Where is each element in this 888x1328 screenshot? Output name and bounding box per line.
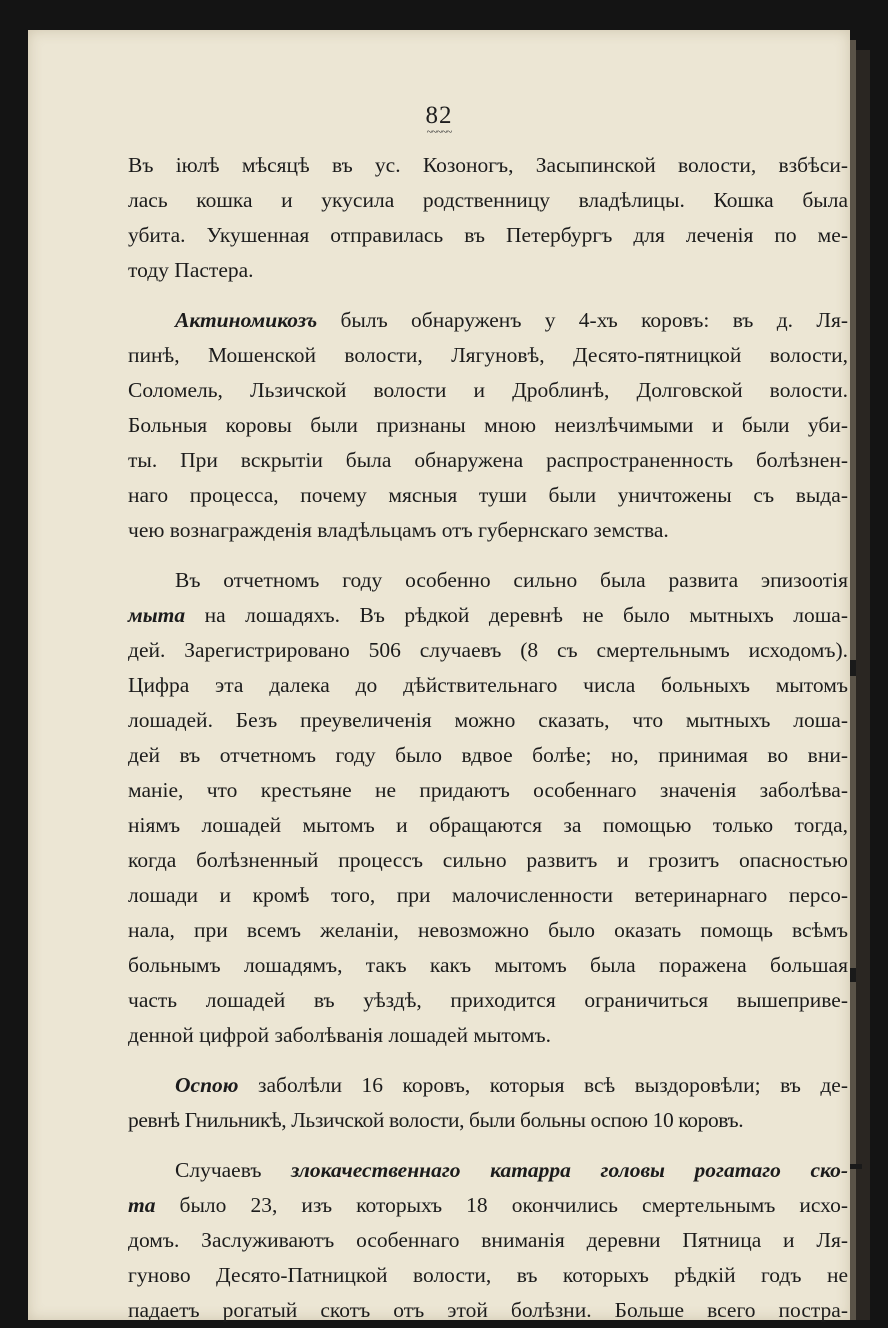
page-number-ornament: ~~~~~: [426, 126, 452, 138]
text-line: [128, 598, 848, 633]
paragraph: [128, 303, 848, 548]
italic-term: Оспою: [175, 1073, 239, 1097]
text-line: нала, при всемъ желаніи, невозможно было оказать помощь всѣмъ: [128, 918, 848, 942]
text-line: дей въ отчетномъ году было вдвое болѣе; но, принимая во вни-: [128, 743, 848, 767]
text-line: Цифра эта далека до дѣйствительнаго числа больныхъ мытомъ: [128, 673, 848, 697]
page-number: 82: [425, 102, 453, 129]
text-fragment: Случаевъ: [175, 1158, 292, 1182]
text-line: чею вознагражденія владѣльцамъ отъ губернскаго земства.: [128, 518, 669, 542]
text-line: дей. Зарегистрировано 506 случаевъ (8 съ смертельнымъ исходомъ).: [128, 638, 848, 662]
text-line: пинѣ, Мошенской волости, Лягуновѣ, Десято-пятницкой волости,: [128, 343, 848, 367]
italic-term: мыта: [128, 603, 186, 627]
page-body: [128, 148, 848, 1328]
text-line: Въ іюлѣ мѣсяцѣ въ ус. Козоногъ, Засыпинской волости, взбѣси-: [128, 153, 848, 177]
paragraph: [128, 148, 848, 288]
text-line: больнымъ лошадямъ, такъ какъ мытомъ была поражена большая: [128, 953, 848, 977]
next-page-edge: [856, 50, 870, 1320]
text-line: убита. Укушенная отправилась въ Петербургъ для леченія по ме-: [128, 223, 848, 247]
italic-term-continuation: та: [128, 1193, 156, 1217]
text-line: домъ. Заслуживаютъ особеннаго вниманія деревни Пятница и Ля-: [128, 1228, 848, 1252]
text-line: падаетъ рогатый скотъ отъ этой болѣзни. Больше всего постра-: [128, 1298, 848, 1322]
text-line: ты. При вскрытіи была обнаружена распространенность болѣзнен-: [128, 448, 848, 472]
italic-term: Актиномикозъ: [175, 308, 318, 332]
book-page: [28, 30, 850, 1320]
text-line: [128, 1188, 848, 1223]
text-line: ніямъ лошадей мытомъ и обращаются за помощью только тогда,: [128, 813, 848, 837]
text-line: наго процесса, почему мясныя туши были уничтожены съ выда-: [128, 483, 848, 507]
page-edge-mark: [850, 660, 856, 676]
paragraph: [128, 1153, 848, 1328]
text-fragment: на лошадяхъ. Въ рѣдкой деревнѣ не было мытныхъ лоша-: [185, 603, 848, 627]
text-line: Больныя коровы были признаны мною неизлѣчимыми и были уби-: [128, 413, 848, 437]
italic-term: злокачественнаго катарра головы рогатаго ско-: [291, 1158, 849, 1182]
text-line: маніе, что крестьяне не придаютъ особеннаго значенія заболѣва-: [128, 778, 848, 802]
text-line: [128, 303, 848, 338]
text-line: тоду Пастера.: [128, 258, 254, 282]
text-line: лась кошка и укусила родственницу владѣлицы. Кошка была: [128, 188, 848, 212]
text-line: [128, 1068, 848, 1103]
text-line: лошадей. Безъ преувеличенія можно сказать, что мытныхъ лоша-: [128, 708, 848, 732]
text-line: лошади и кромѣ того, при малочисленности ветеринарнаго персо-: [128, 883, 848, 907]
text-line: Въ отчетномъ году особенно сильно была развита эпизоотія: [175, 568, 848, 592]
text-fragment: было 23, изъ которыхъ 18 окончились смертельнымъ исхо-: [155, 1193, 848, 1217]
text-line: ревнѣ Гнильникѣ, Льзичской волости, были больны оспою 10 коровъ.: [128, 1108, 744, 1132]
page-edge-mark: [850, 968, 856, 982]
page-edge-mark: [848, 1164, 862, 1169]
text-fragment: былъ обнаруженъ у 4-хъ коровъ: въ д. Ля-: [317, 308, 848, 332]
text-line: часть лошадей въ уѣздѣ, приходится ограничиться вышеприве-: [128, 988, 848, 1012]
text-line: Соломель, Льзичской волости и Дроблинѣ, Долговской волости.: [128, 378, 848, 402]
text-line: гуново Десято-Патницкой волости, въ которыхъ рѣдкій годъ не: [128, 1263, 848, 1287]
text-line: [128, 1153, 848, 1188]
text-line: денной цифрой заболѣванія лошадей мытомъ.: [128, 1023, 551, 1047]
paragraph: [128, 1068, 848, 1138]
text-line: когда болѣзненный процессъ сильно развитъ и грозитъ опасностью: [128, 848, 848, 872]
paragraph: [128, 563, 848, 1053]
text-fragment: заболѣли 16 коровъ, которыя всѣ выздоровѣли; въ де-: [238, 1073, 848, 1097]
